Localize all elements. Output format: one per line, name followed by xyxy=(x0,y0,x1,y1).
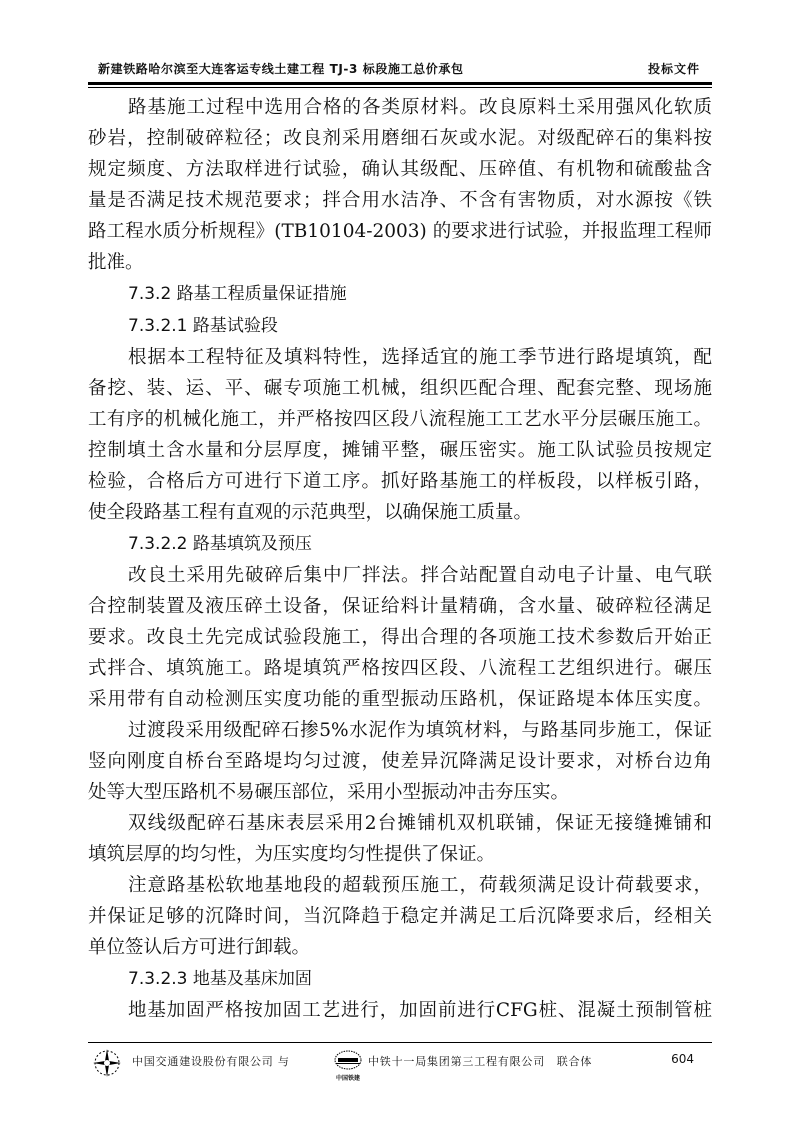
footer-company-1: 中国交通建设股份有限公司 与 xyxy=(132,1055,290,1068)
paragraph xyxy=(88,870,712,963)
text-line: 使全段路基工程有直观的示范典型，以确保施工质量。 xyxy=(88,502,533,523)
page-number: 604 xyxy=(671,1052,694,1066)
document-type: 投标文件 xyxy=(647,62,700,76)
text-line: 填筑层厚的均匀性，为压实度均匀性提供了保证。 xyxy=(88,844,496,865)
text-line: 改良土采用先破碎后集中厂拌法。拌合站配置自动电子计量、电气联 xyxy=(128,565,712,586)
text-line: 备挖、装、运、平、碾专项施工机械，组织匹配合理、配套完整、现场施 xyxy=(88,378,712,399)
footer-company-2: 中铁十一局集团第三工程有限公司 联合体 xyxy=(368,1055,593,1068)
text-line: 检验，合格后方可进行下道工序。抓好路基施工的样板段，以样板引路， xyxy=(88,471,712,492)
cccc-logo-icon xyxy=(92,1048,122,1078)
text-line: 要求。改良土先完成试验段施工，得出合理的各项施工技术参数后开始正 xyxy=(88,627,712,648)
text-line: 路工程水质分析规程》(TB10104-2003) 的要求进行试验，并报监理工程师 xyxy=(88,221,712,242)
paragraph xyxy=(88,715,712,808)
text-line: 双线级配碎石基床表层采用2台摊铺机双机联铺，保证无接缝摊铺和 xyxy=(128,813,712,834)
paragraph xyxy=(88,995,712,1026)
text-line: 处等大型压路机不易碾压部位，采用小型振动冲击夯压实。 xyxy=(88,782,570,803)
text-line: 砂岩，控制破碎粒径；改良剂采用磨细石灰或水泥。对级配碎石的集料按 xyxy=(88,128,712,149)
text-line: 采用带有自动检测压实度功能的重型振动压路机，保证路堤本体压实度。 xyxy=(88,689,712,710)
text-line: 批准。 xyxy=(88,252,144,273)
section-heading: 7.3.2.1 路基试验段 xyxy=(128,316,278,336)
header-rule-thin xyxy=(88,87,712,88)
section-heading: 7.3.2.2 路基填筑及预压 xyxy=(128,534,312,554)
paragraph xyxy=(88,808,712,870)
crcc-logo-caption: 中国铁建 xyxy=(336,1075,361,1082)
text-line: 竖向刚度自桥台至路堤均匀过渡，使差异沉降满足设计要求，对桥台边角 xyxy=(88,751,712,772)
text-line: 过渡段采用级配碎石掺5%水泥作为填筑材料，与路基同步施工，保证 xyxy=(128,720,712,741)
page-header xyxy=(88,58,712,78)
text-line: 路基施工过程中选用合格的各类原材料。改良原料土采用强风化软质 xyxy=(128,97,712,118)
text-line: 根据本工程特征及填料特性，选择适宜的施工季节进行路堤填筑，配 xyxy=(128,347,712,368)
text-line: 地基加固严格按加固工艺进行，加固前进行CFG桩、混凝土预制管桩 xyxy=(128,1000,712,1021)
section-heading: 7.3.2.3 地基及基床加固 xyxy=(128,969,312,989)
crcc-logo-icon xyxy=(333,1049,363,1071)
text-line: 控制填土含水量和分层厚度，摊铺平整，碾压密实。施工队试验员按规定 xyxy=(88,440,712,461)
text-line: 式拌合、填筑施工。路堤填筑严格按四区段、八流程工艺组织进行。碾压 xyxy=(88,658,712,679)
page-footer xyxy=(88,1046,712,1086)
document-body xyxy=(88,92,712,1026)
project-title: 新建铁路哈尔滨至大连客运专线土建工程 TJ-3 标段施工总价承包 xyxy=(98,62,464,76)
text-line: 并保证足够的沉降时间，当沉降趋于稳定并满足工后沉降要求后，经相关 xyxy=(88,906,712,927)
paragraph xyxy=(88,92,712,278)
text-line: 规定频度、方法取样进行试验，确认其级配、压碎值、有机物和硫酸盐含 xyxy=(88,159,712,180)
paragraph xyxy=(88,342,712,528)
section-heading: 7.3.2 路基工程质量保证措施 xyxy=(128,284,347,304)
header-rule-thick xyxy=(88,82,712,85)
text-line: 工有序的机械化施工，并严格按四区段八流程施工工艺水平分层碾压施工。 xyxy=(88,409,712,430)
paragraph xyxy=(88,560,712,715)
text-line: 注意路基松软地基地段的超载预压施工，荷载须满足设计荷载要求， xyxy=(128,875,712,896)
text-line: 合控制装置及液压碎土设备，保证给料计量精确，含水量、破碎粒径满足 xyxy=(88,596,712,617)
footer-rule xyxy=(88,1042,712,1043)
text-line: 量是否满足技术规范要求；拌合用水洁净、不含有害物质，对水源按《铁 xyxy=(88,190,712,211)
text-line: 单位签认后方可进行卸载。 xyxy=(88,937,311,958)
